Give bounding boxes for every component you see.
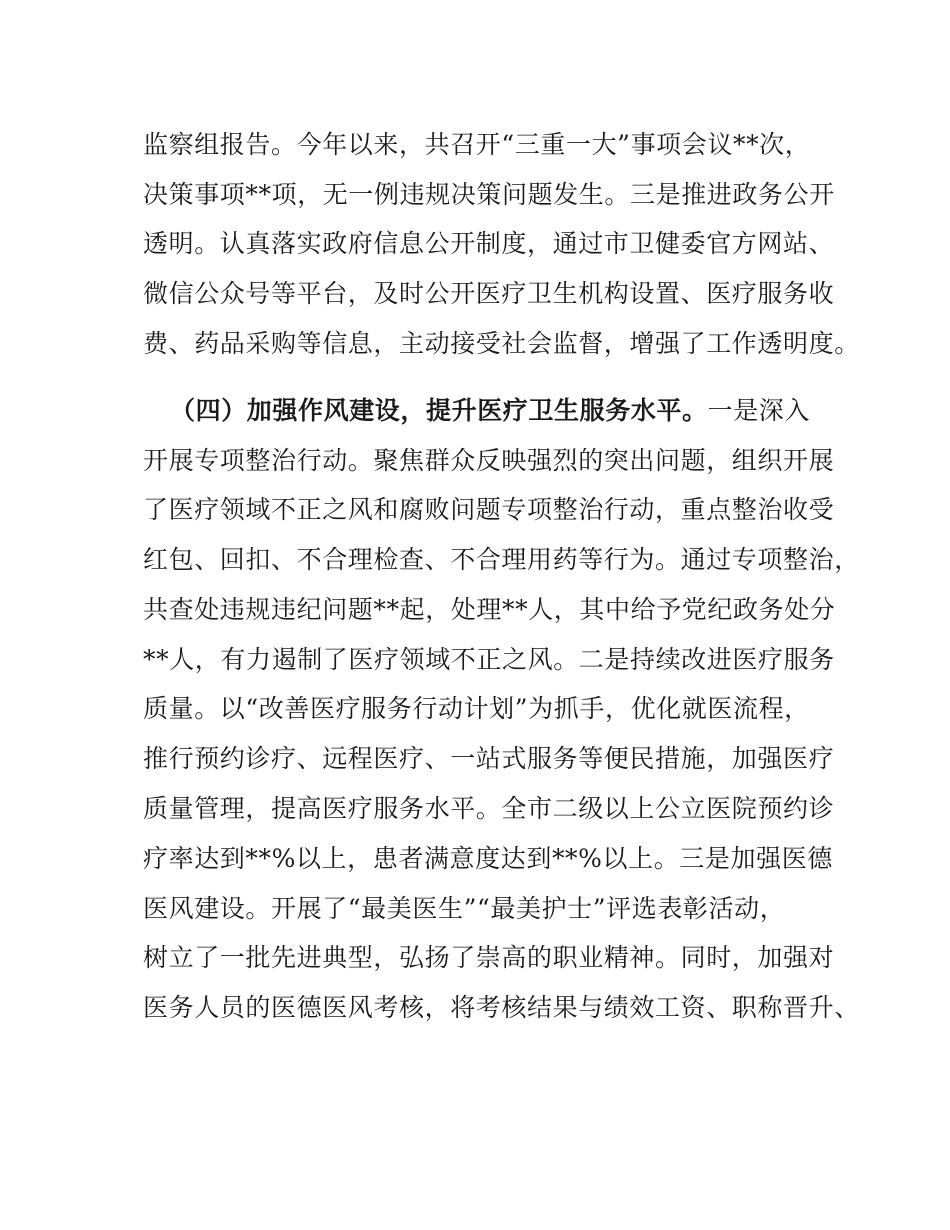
text-line: 质量管理，提高医疗服务水平。全市二级以上公立医院预约诊: [143, 794, 835, 823]
text-line: 共查处违规违纪问题**起，处理**人，其中给予党纪政务处分: [143, 595, 836, 624]
section-heading-line: [170, 396, 840, 426]
text-line: 开展专项整治行动。聚焦群众反映强烈的突出问题，组织开展: [143, 446, 835, 475]
text-line: 医风建设。开展了“最美医生”“最美护士”评选表彰活动，: [143, 894, 786, 923]
text-line: 费、药品采购等信息，主动接受社会监督，增强了工作透明度。: [143, 329, 860, 358]
text-line: 质量。以“改善医疗服务行动计划”为抓手，优化就医流程，: [143, 694, 810, 723]
text-line: 透明。认真落实政府信息公开制度，通过市卫健委官方网站、: [143, 229, 835, 258]
text-line: 树立了一批先进典型，弘扬了崇高的职业精神。同时，加强对: [143, 943, 835, 972]
text-line: 医务人员的医德医风考核，将考核结果与绩效工资、职称晋升、: [143, 993, 860, 1022]
text-line: **人，有力遏制了医疗领域不正之风。二是持续改进医疗服务: [143, 645, 835, 674]
text-line: 了医疗领域不正之风和腐败问题专项整治行动，重点整治收受: [143, 495, 835, 524]
section-heading: （四）加强作风建设，提升医疗卫生服务水平。: [170, 396, 708, 425]
text-line: 红包、回扣、不合理检查、不合理用药等行为。通过专项整治，: [143, 545, 860, 574]
text-line: 监察组报告。今年以来，共召开“三重一大”事项会议**次，: [143, 130, 811, 159]
text-line: 微信公众号等平台，及时公开医疗卫生机构设置、医疗服务收: [143, 279, 835, 308]
text-line: 推行预约诊疗、远程医疗、一站式服务等便民措施，加强医疗: [143, 744, 835, 773]
text-line: 疗率达到**%以上，患者满意度达到**%以上。三是加强医德: [143, 844, 833, 873]
text-line: 决策事项**项，无一例违规决策问题发生。三是推进政务公开: [143, 180, 835, 209]
text-line-rest: 一是深入: [707, 396, 811, 425]
